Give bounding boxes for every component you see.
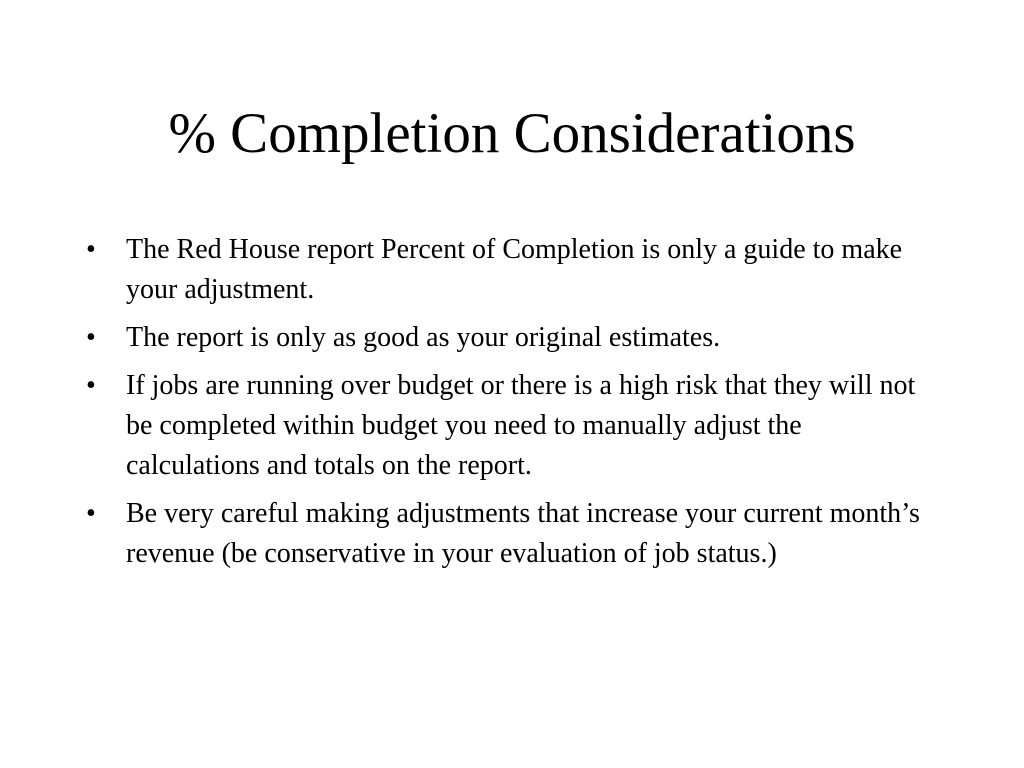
bullet-list xyxy=(86,230,926,582)
bullet-item xyxy=(86,366,926,486)
bullet-marker: • xyxy=(86,370,96,401)
bullet-text: The report is only as good as your original estimates. xyxy=(126,322,721,353)
bullet-text: If jobs are running over budget or there is a high risk that they will not be completed within budget you need to manually adjust the calculations and totals on the report. xyxy=(126,370,916,481)
bullet-item xyxy=(86,494,926,574)
slide-title: % Completion Considerations xyxy=(168,102,856,165)
bullet-item xyxy=(86,318,926,358)
bullet-item xyxy=(86,230,926,310)
bullet-marker: • xyxy=(86,322,96,353)
bullet-text: Be very careful making adjustments that increase your current month’s revenue (be conservative in your evaluation of job status.) xyxy=(126,498,920,569)
bullet-marker: • xyxy=(86,498,96,529)
bullet-text: The Red House report Percent of Completion is only a guide to make your adjustment. xyxy=(126,234,903,305)
bullet-marker: • xyxy=(86,234,96,265)
